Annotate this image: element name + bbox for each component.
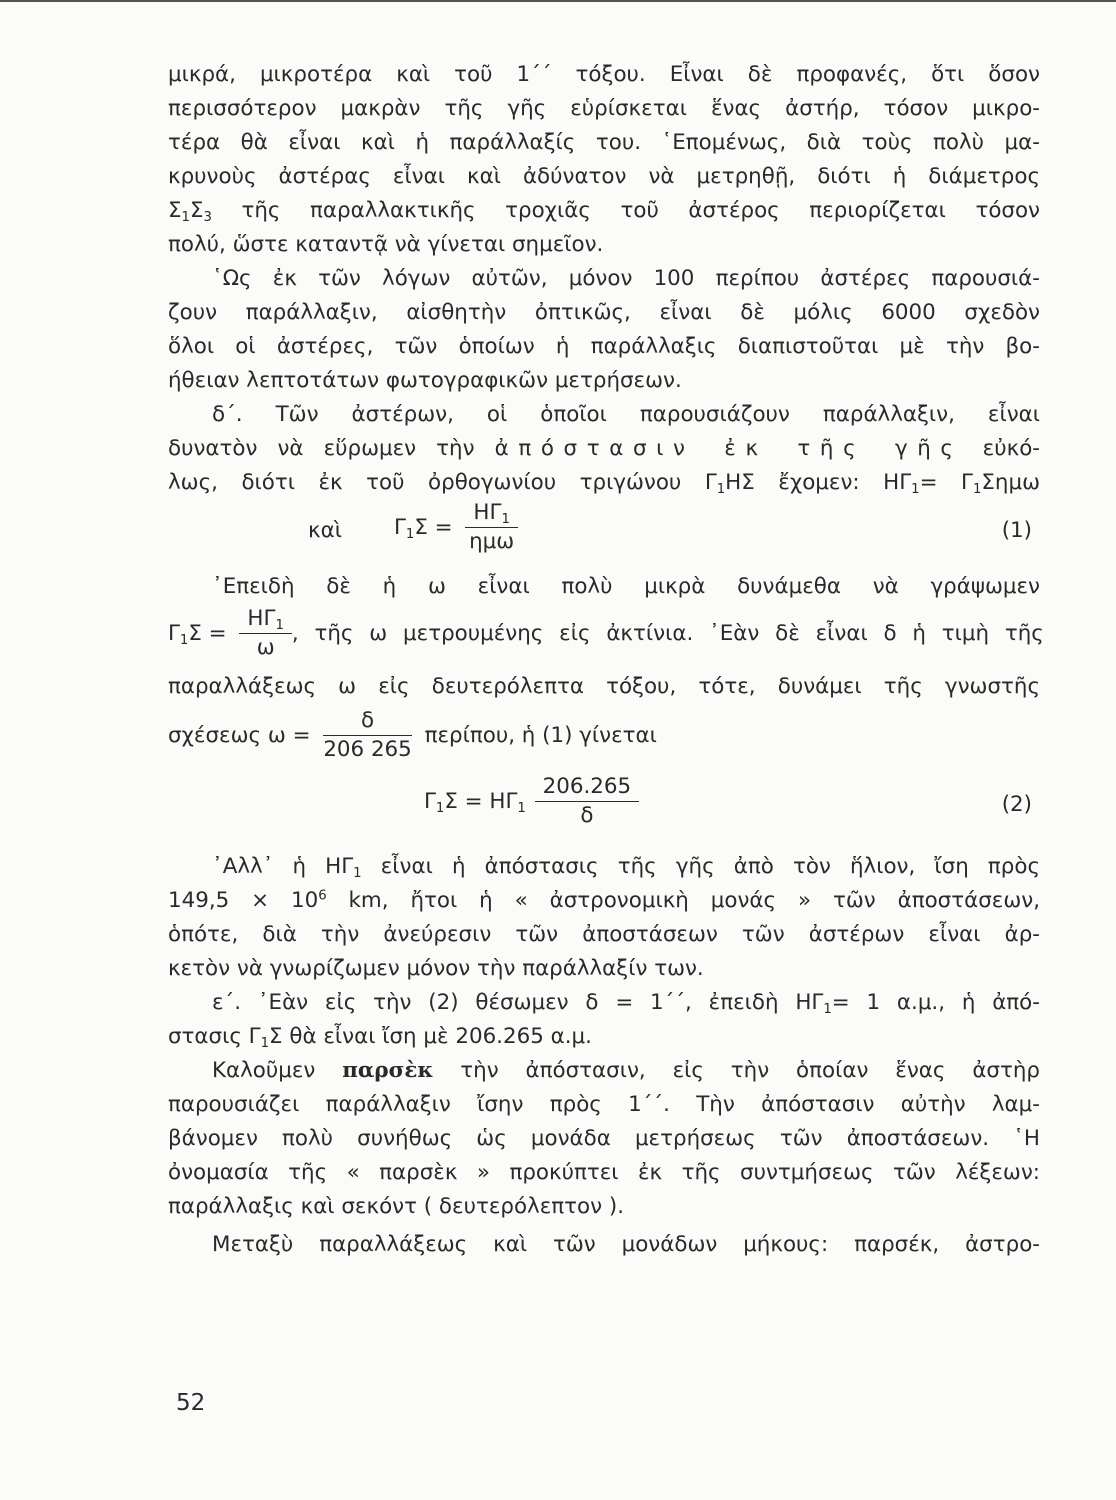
text-line: ᾿Αλλ᾿ ἡ $H\Gamma_1$ εἶναι ἡ ἀπόστασις τῆς γῆς ἀπὸ τὸν ἥλιον, ἴση πρὸς — [212, 854, 1040, 881]
text-line: ὁπότε, διὰ τὴν ἀνεύρεσιν τῶν ἀποστάσεων τῶν ἀστέρων εἶναι ἀρ- — [168, 922, 1040, 947]
text-line: τέρα θὰ εἶναι καὶ ἡ παράλλαξίς του. ῾Επομένως, διὰ τοὺς πολὺ μα- — [168, 130, 1040, 155]
text-line: ε΄. ᾿Εὰν εἰς τὴν (2) θέσωμεν δ = 1΄΄, ἐπειδὴ $H\Gamma_1= 1$ α.μ., ἡ ἀπό- — [212, 990, 1040, 1017]
text-line: Μεταξὺ παραλλάξεως καὶ τῶν μονάδων μήκους: παρσέκ, ἀστρο- — [212, 1232, 1040, 1257]
defined-term: παρσὲκ — [342, 1058, 434, 1083]
spaced-emphasis: ἀπόστασιν ἐκ τῆς γῆς — [494, 436, 963, 461]
text-line: παράλλαξις καὶ σεκόντ ( δευτερόλεπτον ). — [168, 1194, 625, 1219]
equation-2: $\Gamma_1\Sigma = H\Gamma_1$ $\frac{206.265}{\delta}$ (2) — [424, 774, 1032, 828]
text-line: $149,5 \times 10^6$ km, ἤτοι ἡ « ἀστρονομικὴ μονάς » τῶν ἀποστάσεων, — [168, 888, 1040, 913]
text-line: ὅλοι οἱ ἀστέρες, τῶν ὁποίων ἡ παράλλαξις διαπιστοῦται μὲ τὴν βο- — [168, 334, 1040, 359]
text-line-with-fraction: $\Gamma_1\Sigma$ = $\frac{H\Gamma_1}{\omega}$ , τῆς ω μετρουμένης εἰς ἀκτίνια. ᾿Εὰν δὲ εἶναι δ ἡ τιμὴ τῆς — [168, 606, 1044, 660]
page-number: 52 — [176, 1390, 206, 1416]
text-line-with-fraction: σχέσεως ω = $\frac{\delta}{206 265}$ περίπου, ἡ (1) γίνεται — [168, 708, 657, 762]
text-line: ᾿Επειδὴ δὲ ἡ ω εἶναι πολὺ μικρὰ δυνάμεθα νὰ γράψωμεν — [212, 574, 1040, 599]
text-line: βάνομεν πολὺ συνήθως ὡς μονάδα μετρήσεως τῶν ἀποστάσεων. ῾Η — [168, 1126, 1040, 1151]
text-line: ζουν παράλλαξιν, αἰσθητὴν ὀπτικῶς, εἶναι δὲ μόλις 6000 σχεδὸν — [168, 300, 1040, 325]
text-line: πολύ, ὥστε καταντᾷ νὰ γίνεται σημεῖον. — [168, 232, 604, 257]
text-line: παρουσιάζει παράλλαξιν ἴσην πρὸς 1΄΄. Τὴν ἀπόστασιν αὐτὴν λαμ- — [168, 1092, 1040, 1117]
text-line: δ΄. Τῶν ἀστέρων, οἱ ὁποῖοι παρουσιάζουν παράλλαξιν, εἶναι — [212, 402, 1040, 427]
equation-number: (1) — [1001, 518, 1032, 543]
equation-1: καὶ $\Gamma_1\Sigma$ = $\frac{H\Gamma_1}{\text{ημω}}$ (1) — [308, 500, 1032, 554]
text-line: περισσότερον μακρὰν τῆς γῆς εὑρίσκεται ἕνας ἀστήρ, τόσον μικρο- — [168, 96, 1040, 121]
text-line: μικρά, μικροτέρα καὶ τοῦ 1΄΄ τόξου. Εἶναι δὲ προφανές, ὅτι ὅσον — [168, 62, 1040, 87]
text-line: $\Sigma_1\Sigma_3$ τῆς παραλλακτικῆς τροχιᾶς τοῦ ἀστέρος περιορίζεται τόσον — [168, 198, 1040, 225]
text-line: στασις $\Gamma_1\Sigma$ θὰ εἶναι ἴση μὲ 206.265 α.μ. — [168, 1024, 592, 1051]
text-line: Καλοῦμεν παρσὲκ τὴν ἀπόστασιν, εἰς τὴν ὁποίαν ἕνας ἀστὴρ — [212, 1058, 1040, 1083]
text-line: δυνατὸν νὰ εὕρωμεν τὴν ἀπόστασιν ἐκ τῆς γῆς εὐκό- — [168, 436, 1041, 461]
text-line: κετὸν νὰ γνωρίζωμεν μόνον τὴν παράλλαξίν των. — [168, 956, 704, 981]
text-line: ὀνομασία τῆς « παρσὲκ » προκύπτει ἐκ τῆς συντμήσεως τῶν λέξεων: — [168, 1160, 1040, 1185]
text-line: λως, διότι ἐκ τοῦ ὀρθογωνίου τριγώνου $\Gamma_1H\Sigma$ ἔχομεν: $H\Gamma_1= \Gamma_1\Sigma\eta\mu\omega$ — [168, 470, 1040, 497]
text-line: ῾Ως ἐκ τῶν λόγων αὐτῶν, μόνον 100 περίπου ἀστέρες παρουσιά- — [212, 266, 1040, 291]
page-top-edge — [0, 0, 1116, 2]
text-line: κρυνοὺς ἀστέρας εἶναι καὶ ἀδύνατον νὰ μετρηθῇ, διότι ἡ διάμετρος — [168, 164, 1040, 189]
text-line: ήθειαν λεπτοτάτων φωτογραφικῶν μετρήσεων. — [168, 368, 682, 393]
text-line: παραλλάξεως ω εἰς δευτερόλεπτα τόξου, τότε, δυνάμει τῆς γνωστῆς — [168, 674, 1040, 699]
equation-number: (2) — [1001, 792, 1032, 817]
page-body — [168, 58, 1044, 1262]
